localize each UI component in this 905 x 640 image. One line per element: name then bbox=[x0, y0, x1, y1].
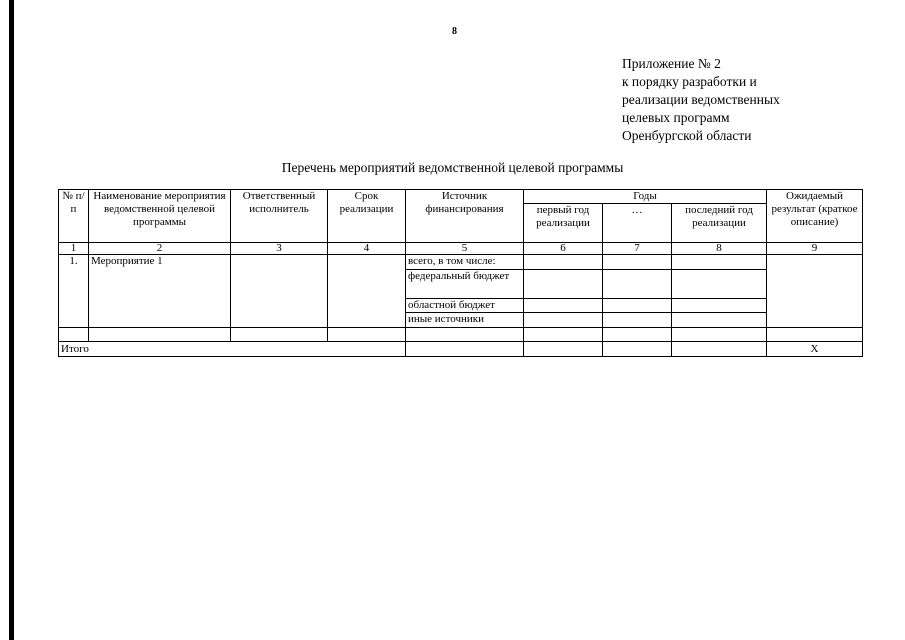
appendix-block bbox=[622, 55, 780, 145]
source-cell: областной бюджет bbox=[406, 299, 524, 313]
col-number: 8 bbox=[672, 243, 767, 255]
value-cell bbox=[524, 255, 603, 270]
page-number: 8 bbox=[452, 26, 457, 37]
value-cell bbox=[672, 313, 767, 328]
col-number: 5 bbox=[406, 243, 524, 255]
empty-cell bbox=[524, 328, 603, 342]
appendix-line: Приложение № 2 bbox=[622, 56, 721, 71]
header-no: № п/п bbox=[59, 190, 89, 243]
row-name: Мероприятие 1 bbox=[89, 255, 231, 328]
header-source: Источник финансирования bbox=[406, 190, 524, 243]
row-executor bbox=[231, 255, 328, 328]
empty-cell bbox=[328, 328, 406, 342]
source-cell: всего, в том числе: bbox=[406, 255, 524, 270]
header-name: Наименование мероприятия ведомственной целевой программы bbox=[89, 190, 231, 243]
empty-cell bbox=[406, 328, 524, 342]
empty-cell bbox=[672, 328, 767, 342]
empty-cell bbox=[59, 328, 89, 342]
header-years: Годы bbox=[524, 190, 767, 204]
col-number: 7 bbox=[603, 243, 672, 255]
col-number: 3 bbox=[231, 243, 328, 255]
value-cell bbox=[603, 255, 672, 270]
value-cell bbox=[672, 299, 767, 313]
col-number: 1 bbox=[59, 243, 89, 255]
empty-cell bbox=[767, 328, 863, 342]
table-title: Перечень мероприятий ведомственной целевой программы bbox=[281, 160, 624, 175]
col-number: 4 bbox=[328, 243, 406, 255]
value-cell bbox=[672, 270, 767, 299]
appendix-line: к порядку разработки и bbox=[622, 74, 757, 89]
col-number: 6 bbox=[524, 243, 603, 255]
total-cell bbox=[603, 342, 672, 357]
empty-cell bbox=[231, 328, 328, 342]
scan-edge-bar bbox=[9, 0, 14, 640]
row-term bbox=[328, 255, 406, 328]
value-cell bbox=[524, 313, 603, 328]
value-cell bbox=[603, 299, 672, 313]
total-cell bbox=[672, 342, 767, 357]
value-cell bbox=[524, 299, 603, 313]
appendix-line: реализации ведомственных bbox=[622, 92, 780, 107]
value-cell bbox=[672, 255, 767, 270]
header-term: Срок реализации bbox=[328, 190, 406, 243]
col-number: 2 bbox=[89, 243, 231, 255]
header-ellipsis: … bbox=[603, 204, 672, 243]
header-executor: Ответственный исполнитель bbox=[231, 190, 328, 243]
header-last-year: последний год реализации bbox=[672, 204, 767, 243]
header-first-year: первый год реализации bbox=[524, 204, 603, 243]
appendix-line: целевых программ bbox=[622, 110, 730, 125]
measures-table bbox=[58, 189, 863, 357]
value-cell bbox=[603, 270, 672, 299]
col-number: 9 bbox=[767, 243, 863, 255]
empty-cell bbox=[603, 328, 672, 342]
source-cell: иные источники bbox=[406, 313, 524, 328]
value-cell bbox=[603, 313, 672, 328]
appendix-line: Оренбургской области bbox=[622, 128, 752, 143]
total-cell bbox=[524, 342, 603, 357]
source-cell: федеральный бюджет bbox=[406, 270, 524, 299]
row-no: 1. bbox=[59, 255, 89, 328]
empty-cell bbox=[89, 328, 231, 342]
total-label: Итого bbox=[59, 342, 406, 357]
total-cell bbox=[406, 342, 524, 357]
header-result: Ожидаемый результат (краткое описание) bbox=[767, 190, 863, 243]
row-result bbox=[767, 255, 863, 328]
value-cell bbox=[524, 270, 603, 299]
total-result: Х bbox=[767, 342, 863, 357]
